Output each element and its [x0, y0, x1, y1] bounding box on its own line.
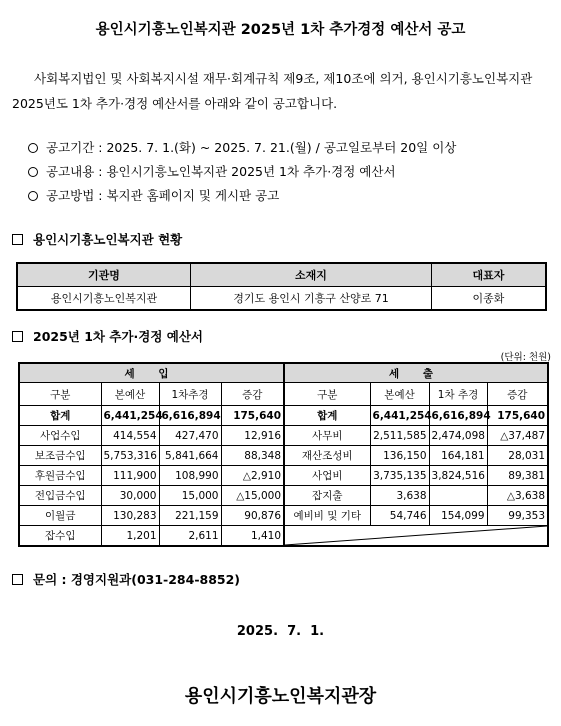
notice-item-content: 공고내용 : 용인시기흥노인복지관 2025년 1차 추가·경정 예산서	[28, 160, 456, 184]
budget-table	[18, 362, 549, 547]
diagonal-line	[285, 526, 547, 545]
table-row-total: 합계 6,441,254 6,616,894 175,640 합계 6,441,254 6,616,894 175,640	[19, 406, 548, 426]
notice-item-method: 공고방법 : 복지관 홈페이지 및 게시판 공고	[28, 184, 456, 208]
org-table-header	[17, 263, 546, 287]
circle-bullet-icon	[28, 191, 38, 201]
budget-section-header	[19, 363, 548, 383]
unit-label: (단위: 천원)	[500, 352, 551, 363]
org-header-name: 기관명	[17, 263, 191, 287]
org-table	[16, 262, 547, 311]
org-header-rep: 대표자	[432, 263, 547, 287]
table-row: 사업수입 414,554 427,470 12,916 사무비 2,511,585 2,474,098 △37,487	[19, 426, 548, 446]
org-table-row	[17, 287, 546, 311]
square-bullet-icon	[12, 234, 23, 245]
notice-date: 2025. 7. 1.	[236, 624, 325, 639]
org-header-address: 소재지	[191, 263, 432, 287]
page-title: 용인시기흥노인복지관 2025년 1차 추가경정 예산서 공고	[95, 22, 466, 38]
issuer-name: 용인시기흥노인복지관장	[184, 686, 377, 707]
table-row: 보조금수입 5,753,316 5,841,664 88,348 재산조성비 136,150 164,181 28,031	[19, 446, 548, 466]
section-heading-budget: 2025년 1차 추가·경정 예산서	[12, 327, 203, 345]
table-row: 잡수입 1,201 2,611 1,410	[19, 526, 548, 547]
table-row: 후원금수입 111,900 108,990 △2,910 사업비 3,735,135 3,824,516 89,381	[19, 466, 548, 486]
col-header: 본예산	[370, 383, 429, 406]
col-header: 1차추경	[159, 383, 221, 406]
col-header: 증감	[221, 383, 284, 406]
expense-title: 세 출	[284, 363, 548, 383]
circle-bullet-icon	[28, 167, 38, 177]
col-header: 본예산	[101, 383, 159, 406]
circle-bullet-icon	[28, 143, 38, 153]
empty-diagonal-cell	[284, 526, 548, 547]
intro-paragraph	[12, 66, 550, 116]
col-header: 증감	[487, 383, 548, 406]
col-header: 구분	[284, 383, 370, 406]
org-name-cell: 용인시기흥노인복지관	[17, 287, 191, 311]
table-row: 전입금수입 30,000 15,000 △15,000 잡지출 3,638 △3,638	[19, 486, 548, 506]
square-bullet-icon	[12, 574, 23, 585]
notice-items	[28, 136, 456, 208]
income-title: 세 입	[19, 363, 284, 383]
org-address-cell: 경기도 용인시 기흥구 산양로 71	[191, 287, 432, 311]
notice-item-period: 공고기간 : 2025. 7. 1.(화) ~ 2025. 7. 21.(월) / 공고일로부터 20일 이상	[28, 136, 456, 160]
section-heading-status: 용인시기흥노인복지관 현황	[12, 230, 182, 248]
org-rep-cell: 이종화	[432, 287, 547, 311]
intro-text: 사회복지법인 및 사회복지시설 재무·회계규칙 제9조, 제10조에 의거, 용인시기흥노인복지관 2025년도 1차 추가·경정 예산서를 아래와 같이 공고합니다.	[12, 71, 533, 111]
col-header: 구분	[19, 383, 101, 406]
contact-line: 문의 : 경영지원과(031-284-8852)	[12, 570, 240, 588]
square-bullet-icon	[12, 331, 23, 342]
budget-column-header	[19, 383, 548, 406]
table-row: 이월금 130,283 221,159 90,876 예비비 및 기타 54,746 154,099 99,353	[19, 506, 548, 526]
col-header: 1차 추경	[429, 383, 487, 406]
